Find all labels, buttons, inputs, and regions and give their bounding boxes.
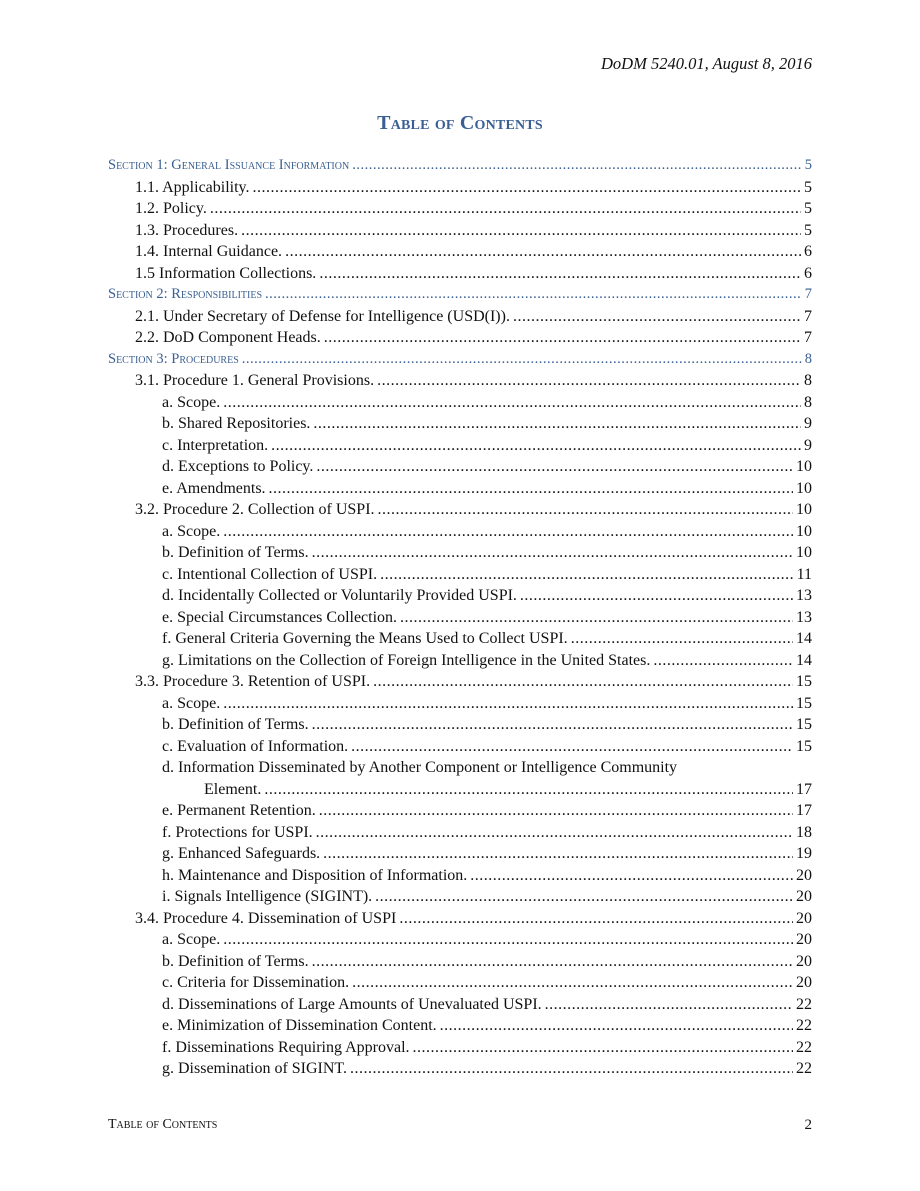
toc-entry[interactable]	[108, 628, 812, 650]
toc-section-heading[interactable]	[108, 284, 812, 306]
toc-dot-leader	[377, 370, 801, 392]
toc-entry-text: h. Maintenance and Disposition of Information.	[162, 866, 468, 884]
toc-entry-text: b. Definition of Terms.	[162, 544, 309, 561]
toc-entry-text: d. Information Disseminated by Another Component or Intelligence Community	[162, 759, 678, 776]
toc-dot-leader	[513, 306, 801, 328]
toc-entry-continuation[interactable]	[108, 779, 812, 801]
toc-entry-text: 2.1. Under Secretary of Defense for Intelligence (USD(I)).	[135, 307, 510, 325]
toc-entry[interactable]	[108, 241, 812, 263]
toc-entry-page: 7	[804, 307, 812, 325]
toc-entry[interactable]	[108, 1037, 812, 1059]
toc-entry-text: 1.4. Internal Guidance.	[135, 243, 283, 260]
toc-entry-page: 20	[796, 931, 812, 948]
toc-entry[interactable]	[108, 843, 812, 865]
toc-dot-leader	[313, 413, 801, 435]
toc-entry-page: 14	[796, 651, 812, 669]
toc-dot-leader	[653, 650, 793, 672]
toc-entry-page: 9	[804, 436, 812, 454]
toc-entry-page: 15	[796, 694, 812, 712]
toc-entry-page: 5	[804, 157, 812, 173]
toc-entry-page: 8	[804, 393, 812, 411]
toc-entry-page: 22	[796, 995, 812, 1013]
toc-entry-text: d. Disseminations of Large Amounts of Unevaluated USPI.	[162, 995, 542, 1013]
toc-entry-text: b. Definition of Terms.	[162, 952, 309, 970]
toc-entry[interactable]	[108, 607, 812, 629]
table-of-contents	[108, 155, 812, 1080]
toc-dot-leader	[399, 908, 793, 930]
toc-entry[interactable]	[108, 929, 812, 951]
toc-entry[interactable]	[108, 865, 812, 887]
toc-section-heading[interactable]	[108, 349, 812, 371]
toc-entry-page: 22	[796, 1038, 812, 1056]
toc-dot-leader	[265, 284, 802, 306]
toc-entry-page: 22	[796, 1060, 812, 1077]
toc-entry-text: f. Protections for USPI.	[162, 823, 313, 841]
toc-dot-leader	[223, 693, 793, 715]
toc-entry[interactable]	[108, 220, 812, 242]
toc-entry-text: i. Signals Intelligence (SIGINT).	[162, 888, 373, 905]
toc-dot-leader	[316, 822, 793, 844]
toc-entry-page: 19	[796, 845, 812, 862]
toc-entry-page: 6	[804, 243, 812, 260]
toc-dot-leader	[223, 929, 793, 951]
toc-entry-text: Element.	[204, 780, 262, 798]
toc-dot-leader	[242, 349, 802, 371]
toc-entry[interactable]	[108, 542, 812, 564]
toc-entry-page: 6	[804, 264, 812, 282]
toc-entry-text: c. Intentional Collection of USPI.	[162, 565, 378, 583]
toc-entry-text: 1.1. Applicability.	[135, 178, 250, 196]
toc-entry-text: a. Scope.	[162, 694, 221, 712]
toc-entry-text: b. Shared Repositories.	[162, 415, 311, 432]
toc-entry-text: 3.3. Procedure 3. Retention of USPI.	[135, 673, 371, 690]
toc-entry-text: 1.5 Information Collections.	[135, 264, 317, 282]
toc-entry[interactable]	[108, 886, 812, 908]
toc-entry-text: Section 2: Responsibilities	[108, 286, 263, 302]
toc-entry[interactable]	[108, 736, 812, 758]
toc-entry-text: e. Amendments.	[162, 479, 266, 497]
toc-entry[interactable]	[108, 306, 812, 328]
toc-dot-leader	[324, 327, 801, 349]
page-footer	[108, 1117, 812, 1134]
toc-entry-page: 10	[796, 458, 812, 475]
toc-entry[interactable]	[108, 714, 812, 736]
toc-entry-page: 15	[796, 737, 812, 755]
toc-entry-text: g. Limitations on the Collection of Foreign Intelligence in the United States.	[162, 651, 651, 669]
toc-entry-text: c. Evaluation of Information.	[162, 737, 349, 755]
toc-entry[interactable]	[108, 435, 812, 457]
toc-entry[interactable]	[108, 499, 812, 521]
toc-entry-text: f. Disseminations Requiring Approval.	[162, 1038, 410, 1056]
toc-entry-page: 5	[804, 200, 812, 217]
toc-entry-page: 22	[796, 1017, 812, 1034]
toc-entry-text: a. Scope.	[162, 931, 221, 948]
toc-entry-text: Section 3: Procedures	[108, 350, 239, 367]
toc-dot-leader	[312, 714, 793, 736]
toc-entry-page: 20	[796, 866, 812, 884]
toc-dot-leader	[210, 198, 801, 220]
toc-entry-page: 17	[796, 802, 812, 819]
toc-entry[interactable]	[108, 585, 812, 607]
toc-entry-text: d. Exceptions to Policy.	[162, 458, 314, 475]
toc-entry[interactable]	[108, 327, 812, 349]
toc-entry-page: 14	[796, 630, 812, 647]
toc-entry-page: 10	[796, 544, 812, 561]
toc-entry-text: a. Scope.	[162, 393, 221, 411]
toc-dot-leader	[352, 972, 793, 994]
toc-entry[interactable]	[108, 478, 812, 500]
toc-entry-text: 1.2. Policy.	[135, 200, 207, 217]
toc-entry-text: e. Minimization of Dissemination Content.	[162, 1017, 437, 1034]
toc-entry-page: 17	[796, 780, 812, 798]
toc-dot-leader	[400, 607, 793, 629]
toc-dot-leader	[571, 628, 793, 650]
toc-dot-leader	[375, 886, 793, 908]
toc-entry[interactable]	[108, 263, 812, 285]
toc-entry-page: 20	[796, 952, 812, 970]
toc-dot-leader	[223, 521, 793, 543]
toc-dot-leader	[440, 1015, 793, 1037]
toc-entry-page: 15	[796, 673, 812, 690]
toc-entry-page: 11	[796, 565, 812, 583]
toc-entry-text: 2.2. DoD Component Heads.	[135, 329, 321, 346]
toc-entry[interactable]	[108, 521, 812, 543]
toc-entry-page: 13	[796, 587, 812, 604]
toc-dot-leader	[545, 994, 793, 1016]
document-header	[601, 54, 812, 74]
toc-dot-leader	[319, 263, 801, 285]
toc-entry-page: 20	[796, 974, 812, 991]
toc-entry[interactable]	[108, 951, 812, 973]
toc-entry-text: 3.1. Procedure 1. General Provisions.	[135, 372, 375, 389]
toc-dot-leader	[271, 435, 801, 457]
toc-entry-text: 3.4. Procedure 4. Dissemination of USPI	[135, 909, 397, 927]
toc-dot-leader	[316, 456, 793, 478]
toc-entry-page: 5	[804, 221, 812, 239]
toc-dot-leader	[223, 392, 801, 414]
toc-dot-leader	[285, 241, 801, 263]
footer-label: Table of Contents	[108, 1117, 218, 1132]
toc-entry-page: 15	[796, 716, 812, 733]
toc-entry-page: 8	[804, 350, 812, 367]
toc-dot-leader	[312, 951, 793, 973]
toc-entry[interactable]	[108, 1015, 812, 1037]
toc-entry[interactable]	[108, 456, 812, 478]
toc-entry[interactable]	[108, 800, 812, 822]
toc-entry-page: 13	[796, 608, 812, 626]
toc-entry[interactable]	[108, 198, 812, 220]
toc-entry-page: 20	[796, 909, 812, 927]
toc-dot-leader	[319, 800, 793, 822]
toc-dot-leader	[413, 1037, 793, 1059]
toc-dot-leader	[253, 177, 801, 199]
toc-dot-leader	[269, 478, 793, 500]
toc-dot-leader	[323, 843, 793, 865]
toc-entry[interactable]	[108, 822, 812, 844]
toc-dot-leader	[470, 865, 793, 887]
toc-entry-text: g. Dissemination of SIGINT.	[162, 1060, 348, 1077]
toc-dot-leader	[241, 220, 801, 242]
toc-entry[interactable]	[108, 392, 812, 414]
toc-entry[interactable]	[108, 994, 812, 1016]
toc-entry-page: 7	[804, 286, 812, 302]
toc-dot-leader	[373, 671, 793, 693]
toc-dot-leader	[312, 542, 793, 564]
toc-entry[interactable]	[108, 757, 812, 779]
toc-entry[interactable]	[108, 693, 812, 715]
toc-entry-page: 18	[796, 823, 812, 841]
toc-entry-text: e. Permanent Retention.	[162, 802, 316, 819]
toc-entry-page: 10	[796, 479, 812, 497]
toc-entry-text: 3.2. Procedure 2. Collection of USPI.	[135, 501, 375, 518]
toc-entry-text: g. Enhanced Safeguards.	[162, 845, 321, 862]
toc-dot-leader	[380, 564, 794, 586]
toc-entry-text: c. Interpretation.	[162, 436, 269, 454]
toc-entry[interactable]	[108, 671, 812, 693]
toc-dot-leader	[350, 1058, 793, 1080]
toc-entry-text: d. Incidentally Collected or Voluntarily Provided USPI.	[162, 587, 517, 604]
toc-entry[interactable]	[108, 564, 812, 586]
toc-entry[interactable]	[108, 177, 812, 199]
toc-entry-page: 7	[804, 329, 812, 346]
toc-entry[interactable]	[108, 413, 812, 435]
toc-dot-leader	[378, 499, 793, 521]
page-title: Table of Contents	[377, 112, 543, 134]
toc-entry[interactable]	[108, 370, 812, 392]
toc-entry-text: c. Criteria for Dissemination.	[162, 974, 350, 991]
toc-dot-leader	[520, 585, 793, 607]
toc-dot-leader	[352, 155, 802, 177]
toc-entry-text: a. Scope.	[162, 522, 221, 540]
toc-dot-leader	[351, 736, 793, 758]
toc-entry-text: Section 1: General Issuance Information	[108, 157, 350, 173]
document-id: DoDM 5240.01, August 8, 2016	[601, 54, 812, 73]
toc-entry-text: 1.3. Procedures.	[135, 221, 239, 239]
toc-entry-page: 9	[804, 415, 812, 432]
toc-entry-text: e. Special Circumstances Collection.	[162, 608, 398, 626]
toc-entry-page: 5	[804, 178, 812, 196]
toc-entry-page: 8	[804, 372, 812, 389]
toc-entry-page: 10	[796, 522, 812, 540]
toc-entry-page: 20	[796, 888, 812, 905]
toc-entry[interactable]	[108, 650, 812, 672]
toc-dot-leader	[264, 779, 793, 801]
toc-entry-text: b. Definition of Terms.	[162, 716, 309, 733]
toc-entry-text: f. General Criteria Governing the Means Used to Collect USPI.	[162, 630, 568, 647]
toc-section-heading[interactable]	[108, 155, 812, 177]
toc-entry[interactable]	[108, 972, 812, 994]
toc-entry-page: 10	[796, 501, 812, 518]
footer-page-number: 2	[804, 1117, 812, 1133]
toc-entry[interactable]	[108, 1058, 812, 1080]
toc-entry[interactable]	[108, 908, 812, 930]
